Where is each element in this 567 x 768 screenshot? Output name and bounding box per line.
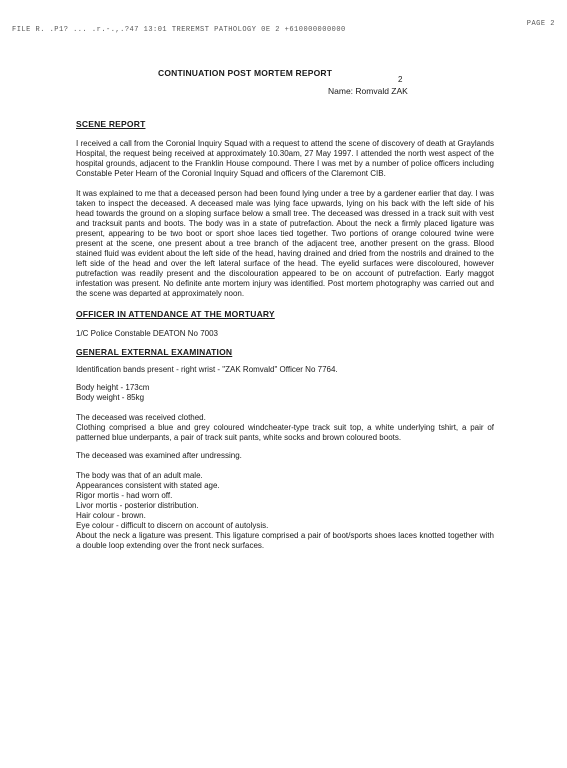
finding-line: Appearances consistent with stated age. bbox=[76, 481, 220, 490]
page-number: 2 bbox=[398, 75, 403, 84]
neck-ligature-text: About the neck a ligature was present. This ligature comprised a pair of boot/sports shoes laces knotted together with a double loop extending over the front neck surfaces. bbox=[76, 531, 494, 550]
finding-line: Eye colour - difficult to discern on account of autolysis. bbox=[76, 521, 269, 530]
scene-paragraph-1: I received a call from the Coronial Inquiry Squad with a request to attend the scene of discovery of death at Graylands Hospital, the request being received at approximately 10.30am, 27 May 1997. I attended the north west aspect of the hospital grounds, adjacent to the Franklin House compound. There I was met by a number of police officers including Constable Peter Hearn of the Coronial Inquiry Squad and officers of the Claremont CIB. bbox=[76, 139, 494, 178]
finding-line: Rigor mortis - had worn off. bbox=[76, 491, 173, 500]
finding-line: The body was that of an adult male. bbox=[76, 471, 203, 480]
identification-text: Identification bands present - right wrist - "ZAK Romvald" Officer No 7764. bbox=[76, 365, 338, 374]
officer-heading: OFFICER IN ATTENDANCE AT THE MORTUARY bbox=[76, 309, 275, 319]
officer-text: 1/C Police Constable DEATON No 7003 bbox=[76, 329, 218, 338]
fax-page-label: PAGE 2 bbox=[526, 20, 555, 28]
fax-header-info: FILE R. .P1? ... .r.-.,.?47 13:01 TREREMST PATHOLOGY 0E 2 +610000000000 bbox=[12, 26, 346, 34]
body-height: Body height - 173cm bbox=[76, 383, 150, 392]
scene-report-heading: SCENE REPORT bbox=[76, 119, 146, 129]
finding-line: Hair colour - brown. bbox=[76, 511, 146, 520]
external-exam-heading: GENERAL EXTERNAL EXAMINATION bbox=[76, 347, 233, 357]
deceased-name: Name: Romvald ZAK bbox=[328, 86, 408, 96]
body-weight: Body weight - 85kg bbox=[76, 393, 145, 402]
clothing-text: Clothing comprised a blue and grey coloured windcheater-type track suit top, a white underlying tshirt, a pair of patterned blue underpants, a pair of track suit pants, white socks and brown coloured boots. bbox=[76, 423, 494, 442]
finding-line: Livor mortis - posterior distribution. bbox=[76, 501, 199, 510]
examined-text: The deceased was examined after undressing. bbox=[76, 451, 242, 460]
received-text: The deceased was received clothed. bbox=[76, 413, 206, 422]
scene-paragraph-2: It was explained to me that a deceased person had been found lying under a tree by a gardener earlier that day. I was taken to inspect the deceased. A deceased male was lying face upwards, lying on his back with the left side of his head towards the ground on a sloping surface below a small tree. The deceased was dressed in a track suit with vest and tracksuit pants and boots. The body was in a state of putrefaction. About the neck a firmly placed ligature was present, appearing to be two boot or sport shoe laces tied together. Two portions of orange coloured twine were present at the scene, one present about a tree branch of the adjacent tree, another present on the grass. Blood stained fluid was evident about the left side of the head, having drained and dried from the nostrils and drained to the left side of the head and over the left lateral surface of the head. The eyelid surfaces were discoloured, however putrefaction was readily present and the discolouration appeared to be on account of putrefaction. Early maggot infestation was present. No definite ante mortem injury was identified. Post mortem photography was carried out and the scene was departed at approximately noon. bbox=[76, 189, 494, 298]
report-title: CONTINUATION POST MORTEM REPORT bbox=[158, 68, 333, 78]
report-body bbox=[76, 119, 494, 551]
